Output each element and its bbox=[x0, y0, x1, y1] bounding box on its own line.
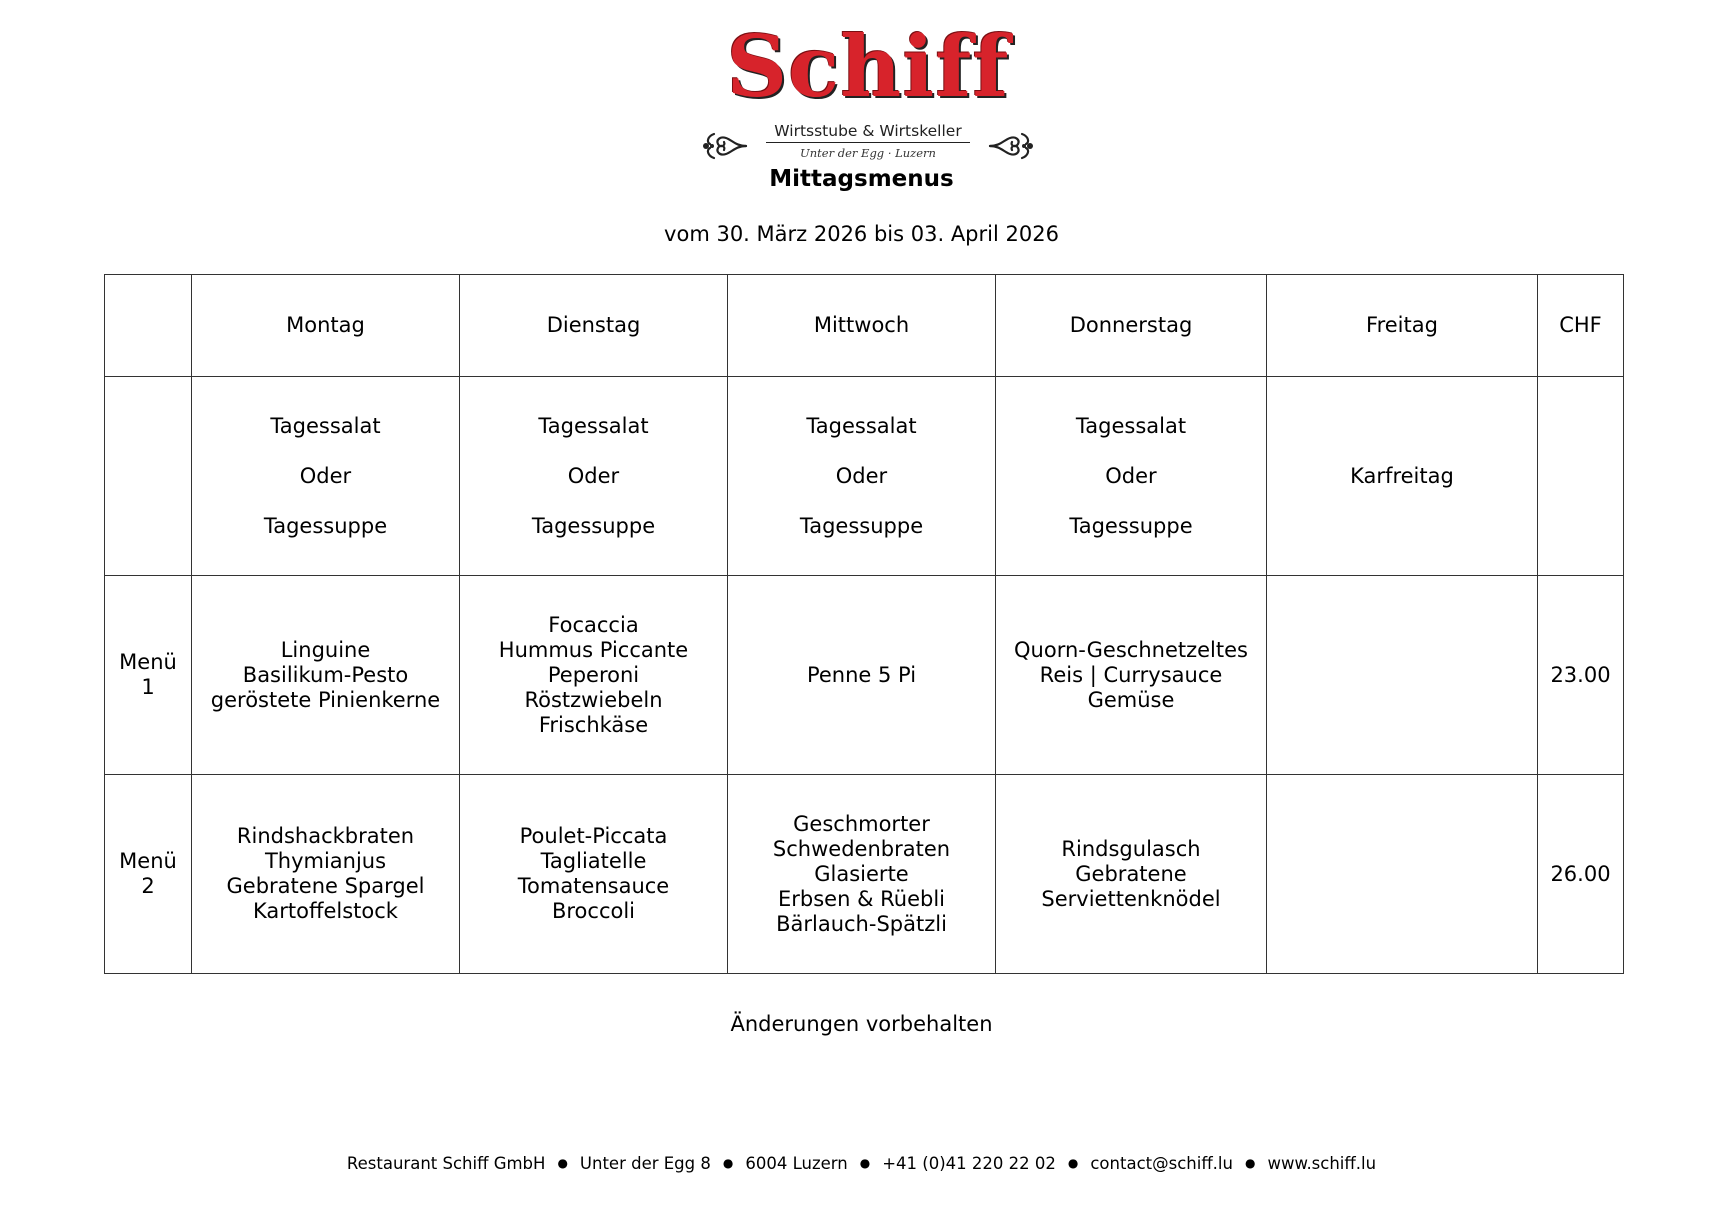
menu1-row bbox=[105, 576, 1624, 775]
menu2-tuesday bbox=[460, 775, 728, 974]
footer bbox=[0, 1152, 1723, 1175]
dish-line: Kartoffelstock bbox=[253, 899, 398, 923]
dish-line: Erbsen & Rüebli bbox=[777, 886, 945, 911]
header-wednesday: Mittwoch bbox=[728, 275, 996, 377]
dish-line: Glasierte bbox=[814, 861, 909, 886]
starter-row bbox=[105, 377, 1624, 576]
footer-website[interactable]: www.schiff.lu bbox=[1267, 1154, 1377, 1173]
restaurant-logo bbox=[698, 17, 1038, 170]
dish-line: Thymianjus bbox=[264, 849, 387, 873]
dish-line: Geschmorter bbox=[793, 811, 930, 836]
dish-line: Hummus Piccante bbox=[498, 637, 689, 662]
starter-line: Tagessalat bbox=[538, 413, 649, 438]
dish-line: geröstete Pinienkerne bbox=[210, 687, 441, 712]
bullet-icon: ● bbox=[1067, 1156, 1079, 1170]
starter-tuesday bbox=[460, 377, 728, 576]
dish-line: Penne 5 Pi bbox=[806, 662, 917, 687]
dish-line: Reis | Currysauce bbox=[1039, 662, 1223, 687]
footer-email[interactable]: contact@schiff.lu bbox=[1090, 1154, 1233, 1173]
ornament-right-icon bbox=[988, 126, 1034, 166]
starter-line: Tagessalat bbox=[1075, 413, 1187, 438]
starter-line: Oder bbox=[1105, 463, 1157, 488]
menu2-wednesday bbox=[728, 775, 996, 974]
header-friday: Freitag bbox=[1267, 275, 1538, 377]
starter-thursday bbox=[996, 377, 1267, 576]
dish-line: Tagliatelle bbox=[540, 849, 647, 873]
starter-line: Oder bbox=[567, 463, 620, 488]
starter-price-cell bbox=[1538, 377, 1624, 576]
dish-line: Schwedenbraten bbox=[772, 836, 951, 861]
logo-divider bbox=[766, 142, 970, 143]
dish-line: Focaccia bbox=[548, 612, 639, 637]
header-tuesday: Dienstag bbox=[460, 275, 728, 377]
disclaimer-note: Änderungen vorbehalten bbox=[730, 1012, 993, 1036]
logo-subtitle: Wirtsstube & Wirtskeller bbox=[774, 122, 962, 140]
header-cell-empty bbox=[105, 275, 192, 377]
footer-phone: +41 (0)41 220 22 02 bbox=[882, 1154, 1056, 1173]
menu1-label: Menü 1 bbox=[105, 576, 192, 775]
date-range: vom 30. März 2026 bis 03. April 2026 bbox=[664, 222, 1059, 246]
header-row bbox=[105, 275, 1624, 377]
starter-line: Tagessuppe bbox=[1069, 513, 1193, 538]
starter-line: Oder bbox=[835, 463, 888, 488]
dish-line: Röstzwiebeln bbox=[524, 687, 663, 712]
menu2-label: Menü 2 bbox=[105, 775, 192, 974]
menu1-monday bbox=[192, 576, 460, 775]
dish-line: Basilikum-Pesto bbox=[242, 662, 409, 687]
dish-line: Linguine bbox=[280, 637, 371, 662]
logo-location: Unter der Egg · Luzern bbox=[800, 146, 936, 160]
starter-line: Tagessuppe bbox=[531, 513, 656, 538]
footer-city: 6004 Luzern bbox=[745, 1154, 848, 1173]
bullet-icon: ● bbox=[859, 1156, 871, 1170]
dish-line: Frischkäse bbox=[538, 712, 649, 737]
menu1-friday bbox=[1267, 576, 1538, 775]
menu2-price: 26.00 bbox=[1538, 775, 1624, 974]
dish-line: Gebratene bbox=[1075, 861, 1187, 886]
starter-line: Tagessuppe bbox=[799, 513, 924, 538]
starter-line: Tagessalat bbox=[806, 413, 917, 438]
dish-line: Rindsgulasch bbox=[1061, 836, 1201, 861]
page-title: Mittagsmenus bbox=[769, 166, 954, 192]
starter-line: Tagessuppe bbox=[263, 513, 388, 538]
menu2-thursday bbox=[996, 775, 1267, 974]
header-thursday: Donnerstag bbox=[996, 275, 1267, 377]
dish-line: Gebratene Spargel bbox=[226, 874, 425, 898]
footer-company: Restaurant Schiff GmbH bbox=[346, 1154, 546, 1173]
dish-line: Poulet-Piccata bbox=[519, 824, 668, 848]
dish-line: Serviettenknödel bbox=[1041, 886, 1221, 911]
dish-line: Quorn-Geschnetzeltes bbox=[1014, 637, 1248, 662]
bullet-icon: ● bbox=[1244, 1156, 1256, 1170]
dish-line: Broccoli bbox=[551, 899, 636, 923]
menu2-row bbox=[105, 775, 1624, 974]
starter-label-cell bbox=[105, 377, 192, 576]
logo-wordmark: Schiff bbox=[726, 17, 1010, 116]
ornament-left-icon bbox=[702, 126, 748, 166]
starter-line: Tagessalat bbox=[270, 413, 381, 438]
bullet-icon: ● bbox=[557, 1156, 568, 1170]
dish-line: Tomatensauce bbox=[517, 874, 670, 898]
dish-line: Bärlauch-Spätzli bbox=[776, 911, 947, 936]
menu1-price: 23.00 bbox=[1538, 576, 1624, 775]
starter-line: Oder bbox=[299, 463, 352, 488]
starter-wednesday bbox=[728, 377, 996, 576]
dish-line: Peperoni bbox=[547, 662, 640, 687]
menu1-tuesday bbox=[460, 576, 728, 775]
dish-line: Rindshackbraten bbox=[236, 824, 415, 848]
header-monday: Montag bbox=[192, 275, 460, 377]
header-price: CHF bbox=[1538, 275, 1624, 377]
dish-line: Gemüse bbox=[1087, 687, 1175, 712]
friday-holiday-note: Karfreitag bbox=[1267, 377, 1538, 576]
menu1-thursday bbox=[996, 576, 1267, 775]
menu1-wednesday bbox=[728, 576, 996, 775]
footer-street: Unter der Egg 8 bbox=[579, 1154, 711, 1173]
menu2-friday bbox=[1267, 775, 1538, 974]
menu-table bbox=[104, 274, 1624, 974]
starter-monday bbox=[192, 377, 460, 576]
menu2-monday bbox=[192, 775, 460, 974]
bullet-icon: ● bbox=[722, 1156, 734, 1170]
